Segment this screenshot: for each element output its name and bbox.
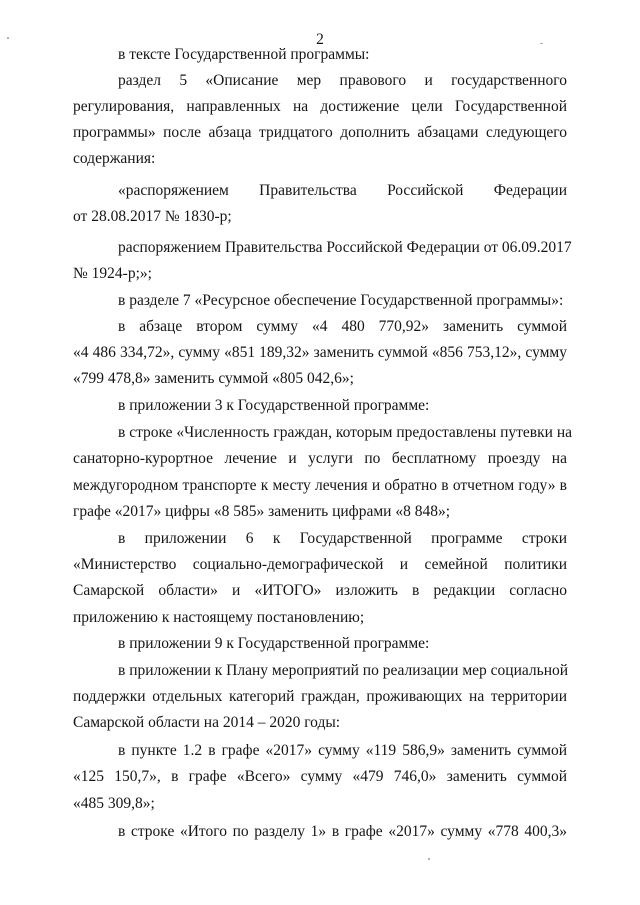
text-line: в тексте Государственной программы: [118,46,370,63]
text-line: раздел 5 «Описание мер правового и государственного [118,72,567,89]
text-line: в строке «Численность граждан, которым предоставлены путевки на [118,424,573,441]
text-line: приложению к настоящему постановлению; [73,609,365,626]
text-line: «Министерство социально-демографической и семейной политики [73,556,567,573]
text-line: графе «2017» цифры «8 585» заменить цифрами «8 848»; [73,503,451,520]
text-line: в пункте 1.2 в графе «2017» сумму «119 586,9» заменить суммой [118,742,567,759]
text-line: «125 150,7», в графе «Всего» сумму «479 746,0» заменить суммой [73,768,567,785]
text-line: в приложении 6 к Государственной программе строки [118,530,567,547]
text-line: в приложении к Плану мероприятий по реализации мер социальной [118,662,569,679]
text-line: в разделе 7 «Ресурсное обеспечение Государственной программы»: [118,292,564,309]
text-line: «485 309,8»; [73,795,155,812]
text-line: санаторно-курортное лечение и услуги по бесплатному проезду на [73,450,567,467]
text-line: в строке «Итого по разделу 1» в графе «2017» сумму «778 400,3» [118,823,567,840]
text-line: в приложении 9 к Государственной программе: [118,635,430,652]
text-line: в абзаце втором сумму «4 480 770,92» заменить суммой [118,318,567,335]
text-line: регулирования, направленных на достижение цели Государственной [73,98,567,115]
page-number: 2 [316,31,324,48]
scan-speck [428,858,430,860]
text-line: распоряжением Правительства Российской Федерации от 06.09.2017 [118,239,572,256]
text-line: в приложении 3 к Государственной программе: [118,397,430,414]
text-line: от 28.08.2017 № 1830-р; [73,208,232,225]
text-line: № 1924-р;»; [73,265,152,282]
text-line: программы» после абзаца тридцатого дополнить абзацами следующего [73,124,567,141]
text-line: междугородном транспорте к месту лечения и обратно в отчетном году» в [73,477,567,494]
text-line: «799 478,8» заменить суммой «805 042,6»; [73,370,354,387]
scan-speck [7,37,9,39]
text-line: Самарской области» и «ИТОГО» изложить в редакции согласно [73,582,567,599]
text-line: «4 486 334,72», сумму «851 189,32» заменить суммой «856 753,12», сумму [73,344,567,361]
scan-speck [540,43,543,44]
text-line: поддержки отдельных категорий граждан, проживающих на территории [73,688,567,705]
text-line: Самарской области на 2014 – 2020 годы: [73,714,341,731]
text-line: содержания: [73,150,156,167]
text-line: «распоряжением Правительства Российской Федерации [118,182,567,199]
